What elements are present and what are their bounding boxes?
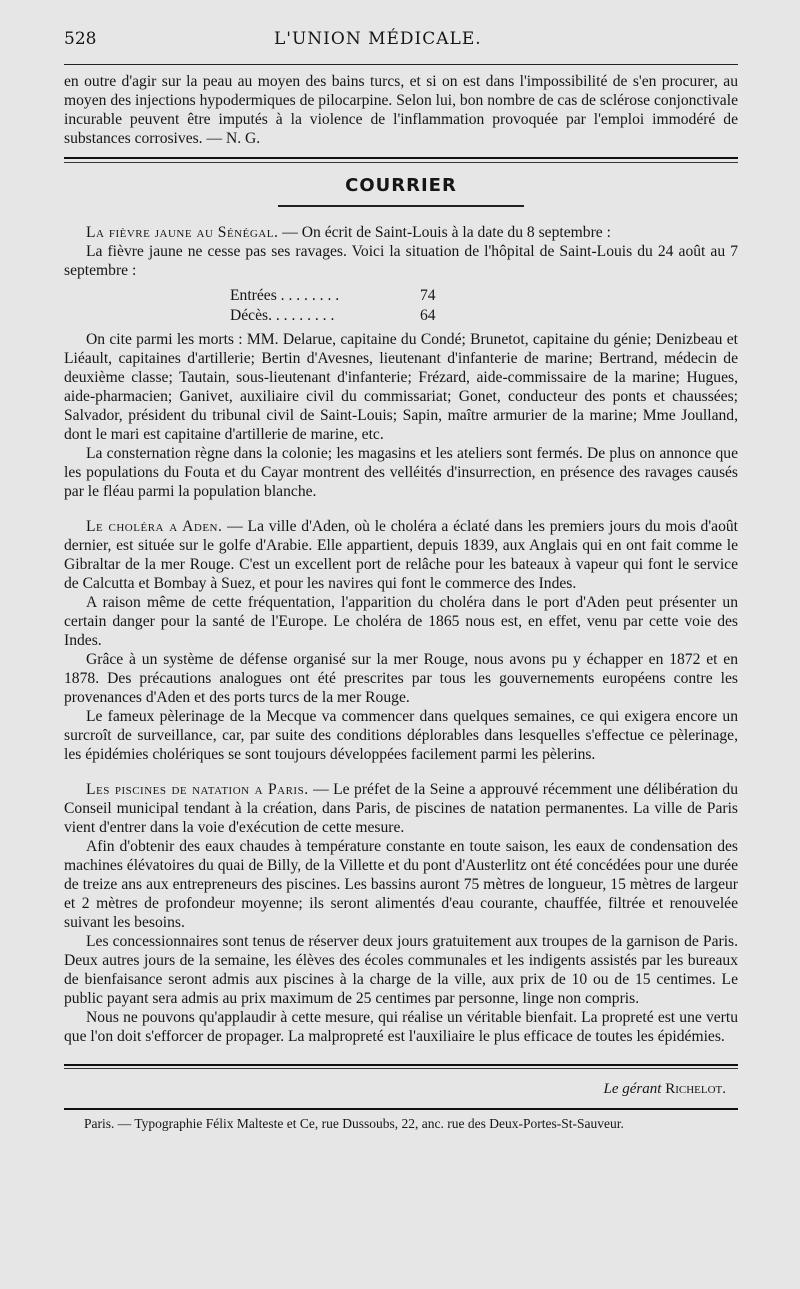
- cholera-paragraph-2: A raison même de cette fréquentation, l'apparition du choléra dans le port d'Aden peut présenter un certain danger pour la santé de l'Europe. Le choléra de 1865 nous est, en effet, venu par cette voie des Indes.: [64, 594, 738, 649]
- title-underline: [278, 205, 524, 207]
- section-divider: [64, 157, 738, 163]
- fievre-paragraph-2: On cite parmi les morts : MM. Delarue, capitaine du Condé; Brunetot, capitaine du génie; Denizbeau et Liéault, capitaines d'artillerie; Bertin d'Avesnes, lieutenant d'infanterie de marine; Bertrand, médecin de deuxième classe; Tautain, sous-lieutenant d'infanterie; Frézard, aide-commissaire de la marine; Hugues, aide-pharmacien; Ganivet, auxiliaire civil du commissariat; Gonet, conducteur des ponts et chaussées; Salvador, président du tribunal civil de Saint-Louis; Sapin, maître armurier de la marine; Mme Joulland, dont le mari est capitaine d'artillerie de marine, etc.: [64, 331, 738, 443]
- stat-value: 74: [420, 287, 436, 304]
- fievre-lead: [64, 223, 738, 242]
- footer-rule-thin: [64, 1068, 738, 1069]
- piscines-paragraph-2: Afin d'obtenir des eaux chaudes à température constante en toute saison, les eaux de condensation des machines élévatoires du quai de Billy, de la Villette et du pont d'Austerlitz ont été concédées pour une durée de treize ans aux entrepreneurs des piscines. Les bassins auront 75 mètres de longueur, 15 mètres de largeur et 2 mètres de profondeur moyenne; ils seront alimentés d'eau courante, chauffée, filtrée et renouvelée suivant les besoins.: [64, 838, 738, 931]
- stat-row: [230, 306, 738, 326]
- gerant-label: Le gérant: [603, 1081, 662, 1097]
- fievre-paragraph-3: La consternation règne dans la colonie; les magasins et les ateliers sont fermés. De plus on annonce que les populations du Fouta et du Cayar montrent des velléités d'insurrection, en présence des ravages causés par le fléau parmi la population blanche.: [64, 445, 738, 500]
- section-title: COURRIER: [345, 175, 457, 196]
- fievre-title: La fièvre jaune au Sénégal.: [86, 224, 279, 241]
- cholera-paragraph-1: [64, 517, 738, 593]
- fievre-lead-text: — On écrit de Saint-Louis à la date du 8 septembre :: [278, 224, 611, 241]
- journal-title: L'UNION MÉDICALE.: [274, 29, 482, 49]
- footer-rule: [64, 1064, 738, 1066]
- gerant-name: Richelot.: [665, 1081, 726, 1097]
- cholera-paragraph-3: Grâce à un système de défense organisé sur la mer Rouge, nous avons pu y échapper en 1872 et en 1878. Des précautions analogues ont été prescrites par tous les gouvernements européens contre les provenances d'Aden et des ports turcs de la mer Rouge.: [64, 651, 738, 706]
- page-number: 528: [64, 29, 97, 49]
- cholera-paragraph-4: Le fameux pèlerinage de la Mecque va commencer dans quelques semaines, ce qui exigera encore un surcroît de surveillance, car, par suite des conditions déplorables dans lesquelles s'effectue ce pèlerinage, les épidémies cholériques se sont toujours développées facilement parmi les pèlerins.: [64, 708, 738, 763]
- page-header: [64, 28, 738, 50]
- gerant-signature: [64, 1081, 726, 1098]
- piscines-lead-text: — Le préfet de la Seine a approuvé récemment une délibération du Conseil municipal tendant à la création, dans Paris, de piscines de natation permanentes. La ville de Paris vient d'entrer dans la voie d'exécution de cette mesure.: [64, 781, 738, 836]
- piscines-title: Les piscines de natation a Paris.: [86, 781, 309, 798]
- imprint-rule: [64, 1108, 738, 1110]
- piscines-paragraph-4: Nous ne pouvons qu'applaudir à cette mesure, qui réalise un véritable bienfait. La propreté est une vertu que l'on doit s'efforcer de propager. La malpropreté est l'auxiliaire le plus efficace de toutes les épidémies.: [64, 1009, 738, 1045]
- cholera-lead-text: — La ville d'Aden, où le choléra a éclaté dans les premiers jours du mois d'août dernier, est située sur le golfe d'Arabie. Elle appartient, depuis 1839, aux Anglais qui en ont fait comme le Gibraltar de la mer Rouge. C'est un excellent port de relâche pour les bateaux à vapeur qui font le service de Calcutta et Bombay à Suez, et pour les navires qui font le commerce des Indes.: [64, 518, 738, 592]
- stat-row: [230, 286, 738, 306]
- stat-label: Décès. . . . . . . . .: [230, 307, 335, 324]
- header-rule: [64, 64, 738, 65]
- piscines-paragraph-1: [64, 780, 738, 837]
- stat-value: 64: [420, 307, 436, 324]
- cholera-title: Le choléra a Aden.: [86, 518, 223, 535]
- intro-paragraph: en outre d'agir sur la peau au moyen des bains turcs, et si on est dans l'impossibilité de s'en procurer, au moyen des injections hypodermiques de pilocarpine. Selon lui, bon nombre de cas de sclérose conjonctivale incurable peuvent être imputés à la violence de l'inflammation provoquée par l'emploi immodéré de substances corrosives. — N. G.: [64, 73, 738, 147]
- imprint-line: Paris. — Typographie Félix Malteste et Ce, rue Dussoubs, 22, anc. rue des Deux-Portes-St-Sauveur.: [84, 1116, 624, 1131]
- stats-table: [230, 286, 738, 326]
- stat-label: Entrées . . . . . . . .: [230, 287, 340, 304]
- fievre-paragraph-1: La fièvre jaune ne cesse pas ses ravages. Voici la situation de l'hôpital de Saint-Louis du 24 août au 7 septembre :: [64, 243, 738, 279]
- piscines-paragraph-3: Les concessionnaires sont tenus de réserver deux jours gratuitement aux troupes de la garnison de Paris. Deux autres jours de la semaine, les élèves des écoles communales et les indigents assistés par les bureaux de bienfaisance seront admis aux piscines à la charge de la ville, aux prix de 10 ou de 15 centimes. Le public payant sera admis au prix maximum de 25 centimes par personne, linge non compris.: [64, 933, 738, 1007]
